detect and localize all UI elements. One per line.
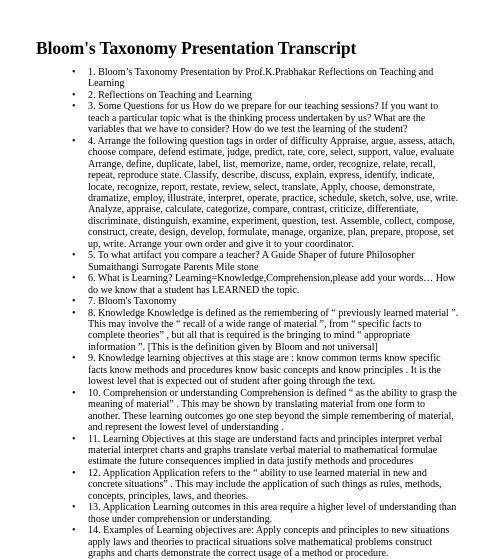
list-item: • 1. Bloom’s Taxonomy Presentation by Prof.K.Prabhakar Reflections on Teaching and Learning — [88, 67, 459, 90]
list-item: • 4. Arrange the following question tags in order of difficulty Appraise, argue, assess, attach, choose compare, defend estimate, judge, predict, rate, core, select, support, value, evaluate Arrange, define, duplicate, label, list, memorize, name, order, recognize, relate, recall, repeat, reproduce state. Classify, describe, discuss, explain, express, identify, indicate, locate, recognize, report, restate, review, select, translate, Apply, choose, demonstrate, dramatize, employ, illustrate, interpret, operate, practice, schedule, sketch, solve, use, write. Analyze, appraise, calculate, categorize, compare, contrast, criticize, differentiate, discriminate, distinguish, examine, experiment, question, test. Assemble, collect, compose, construct, create, design, develop, formulate, manage, organize, plan, prepare, propose, set up, write. Arrange your own order and give it to your coordinator. — [88, 136, 459, 251]
list-item: • 7. Bloom's Taxonomy — [88, 296, 459, 307]
list-item: • 10. Comprehension or understanding Comprehension is defined “ as the ability to grasp the meaning of material” . This may be shown by translating material from one form to another. These learning outcomes go one step beyond the simple remembering of material, and represent the lowest level of understanding . — [88, 388, 459, 434]
document-title: Bloom's Taxonomy Presentation Transcript — [36, 38, 357, 58]
list-item: • 12. Application Application refers to the “ ability to use learned material in new and concrete situations” . This may include the application of such things as rules, methods, concepts, principles, laws, and theories. — [88, 468, 459, 502]
list-item: • 9. Knowledge learning objectives at this stage are : know common terms know specific facts know methods and procedures know basic concepts and know principles . It is the lowest level that is expected out of student after going through the text. — [88, 353, 459, 387]
list-item: • 13. Application Learning outcomes in this area require a higher level of understanding than those under comprehension or understanding. — [88, 502, 459, 525]
list-item: • 11. Learning Objectives at this stage are understand facts and principles interpret verbal material interpret charts and graphs translate verbal material to mathematical formulae estimate the future consequences implied in data justify methods and procedures — [88, 434, 459, 468]
list-item: • 14. Examples of Learning objectives are: Apply concepts and principles to new situations apply laws and theories to practical situations solve mathematical problems construct graphs and charts demonstrate the correct usage of a method or procedure. — [88, 525, 459, 559]
transcript-list — [36, 67, 459, 559]
list-item: • 2. Reflections on Teaching and Learning — [88, 90, 459, 101]
list-item: • 6. What is Learning? Learning=Knowledge,Comprehension,please add your words… How do we know that a student has LEARNED the topic. — [88, 273, 459, 296]
list-item: • 5. To what artifact you compare a teacher? A Guide Shaper of future Philosopher Sumaithangi Surrogate Parents Mile stone — [88, 250, 459, 273]
list-item: • 3. Some Questions for us How do we prepare for our teaching sessions? If you want to teach a particular topic what is the thinking process undertaken by us? What are the variables that we have to consider? How do we test the learning of the student? — [88, 101, 459, 135]
list-item: • 8. Knowledge Knowledge is defined as the remembering of “ previously learned material ”. This may involve the “ recall of a wide range of material ”, from “ specific facts to complete theories” , but all that is required is the bringing to mind “ appropriate information ”. [This is the definition given by Bloom and not universal] — [88, 308, 459, 354]
